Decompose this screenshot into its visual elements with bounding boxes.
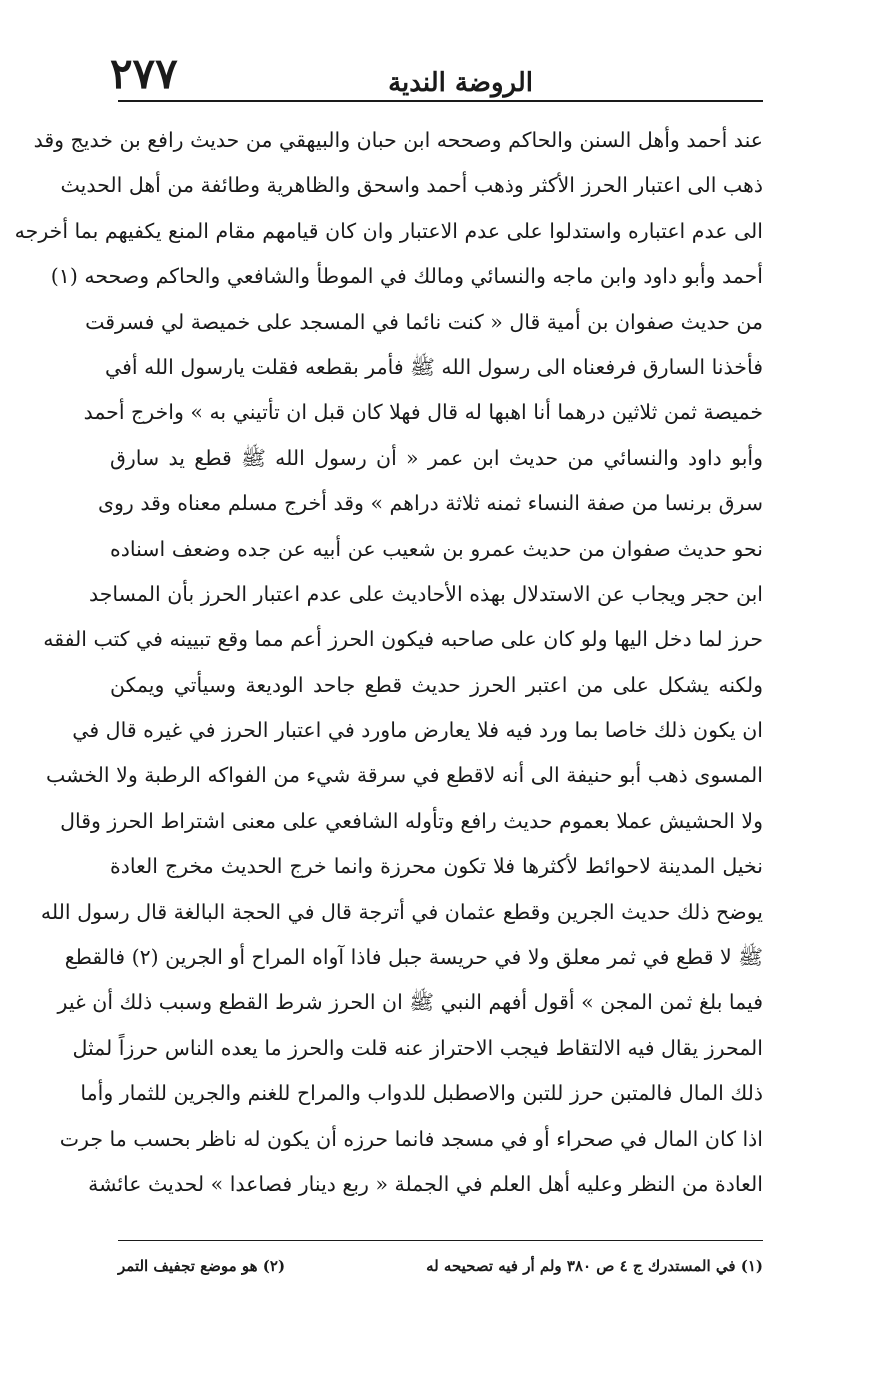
text-line: العادة من النظر وعليه أهل العلم في الجملة « ربع دينار فصاعدا » لحديث عائشة bbox=[88, 1171, 763, 1196]
text-line: أحمد وأبو داود وابن ماجه والنسائي ومالك في الموطأ والشافعي والحاكم وصححه (١) bbox=[50, 264, 763, 289]
body-text bbox=[14, 118, 763, 1207]
text-line: فيما بلغ ثمن المجن » أقول أفهم النبي ﷺ ان الحرز شرط القطع وسبب ذلك أن غير bbox=[57, 990, 763, 1015]
text-line: يوضح ذلك حديث الجرين وقطع عثمان في أترجة قال في الحجة البالغة قال رسول الله bbox=[40, 899, 763, 924]
text-line: ذهب الى اعتبار الحرز الأكثر وذهب أحمد واسحق والظاهرية وطائفة من أهل الحديث bbox=[60, 173, 763, 198]
text-line: نحو حديث صفوان من حديث عمرو بن شعيب عن أبيه عن جده وضعف اسناده bbox=[110, 536, 763, 561]
text-line: ﷺ لا قطع في ثمر معلق ولا في حريسة جبل فاذا آواه المراح أو الجرين (٢) فالقطع bbox=[64, 945, 763, 970]
text-line: المسوى ذهب أبو حنيفة الى أنه لاقطع في سرقة شيء من الفواكه الرطبة ولا الخشب bbox=[46, 763, 763, 788]
text-line: ابن حجر ويجاب عن الاستدلال بهذه الأحاديث على عدم اعتبار الحرز بأن المساجد bbox=[88, 581, 763, 606]
text-line: فأخذنا السارق فرفعناه الى رسول الله ﷺ فأمر بقطعه فقلت يارسول الله أفي bbox=[105, 354, 763, 379]
text-line: ذلك المال فالمتبن حرز للتبن والاصطبل للدواب والمراح للغنم والجرين للثمار وأما bbox=[80, 1081, 763, 1106]
text-line: ان يكون ذلك خاصا بما ورد فيه فلا يعارض ماورد في اعتبار الحرز في غيره قال في bbox=[72, 718, 763, 743]
footnotes bbox=[118, 1248, 763, 1284]
page-header bbox=[110, 38, 763, 98]
footnote-1: (١) في المستدرك ج ٤ ص ٣٨٠ ولم أر فيه تصحيحه له bbox=[426, 1257, 763, 1275]
text-line: عند أحمد وأهل السنن والحاكم وصححه ابن حبان والبيهقي من حديث رافع بن خديج وقد bbox=[33, 128, 763, 152]
text-line: ولكنه يشكل على من اعتبر الحرز حديث قطع جاحد الوديعة وسيأتي ويمكن bbox=[110, 672, 763, 697]
text-line: المحرز يقال فيه الالتقاط فيجب الاحتراز عنه قلت والحرز ما يعده الناس حرزاً لمثل bbox=[72, 1035, 763, 1060]
text-line: من حديث صفوان بن أمية قال « كنت نائما في المسجد على خميصة لي فسرقت bbox=[85, 309, 763, 334]
text-line: خميصة ثمن ثلاثين درهما أنا اهبها له قال فهلا كان قبل ان تأتيني به » واخرج أحمد bbox=[83, 400, 763, 425]
text-line: وأبو داود والنسائي من حديث ابن عمر « أن رسول الله ﷺ قطع يد سارق bbox=[110, 445, 763, 470]
text-line: الى عدم اعتباره واستدلوا على عدم الاعتبار وان كان قيامهم مقام المنع يكفيهم بما أخرجه bbox=[14, 218, 763, 243]
text-line: سرق برنسا من صفة النساء ثمنه ثلاثة دراهم » وقد أخرج مسلم معناه وقد روى bbox=[97, 491, 763, 516]
text-line: اذا كان المال في صحراء أو في مسجد فانما حرزه أن يكون له ناظر بحسب ما جرت bbox=[59, 1126, 763, 1151]
text-line: حرز لما دخل اليها ولو كان على صاحبه فيكون الحرز أعم مما وقع تبيينه في كتب الفقه bbox=[43, 627, 763, 652]
header-rule bbox=[118, 100, 763, 102]
footnote-rule bbox=[118, 1240, 763, 1241]
text-line: ولا الحشيش عملا بعموم حديث رافع وتأوله الشافعي على معنى اشتراط الحرز وقال bbox=[60, 808, 763, 833]
text-line: نخيل المدينة لاحوائط لأكثرها فلا تكون محرزة وانما خرج الحديث مخرج العادة bbox=[110, 854, 763, 879]
running-title: الروضة الندية bbox=[388, 68, 533, 98]
footnote-2: (٢) هو موضع تجفيف التمر bbox=[118, 1257, 286, 1275]
page-number: ٢٧٧ bbox=[110, 49, 178, 98]
